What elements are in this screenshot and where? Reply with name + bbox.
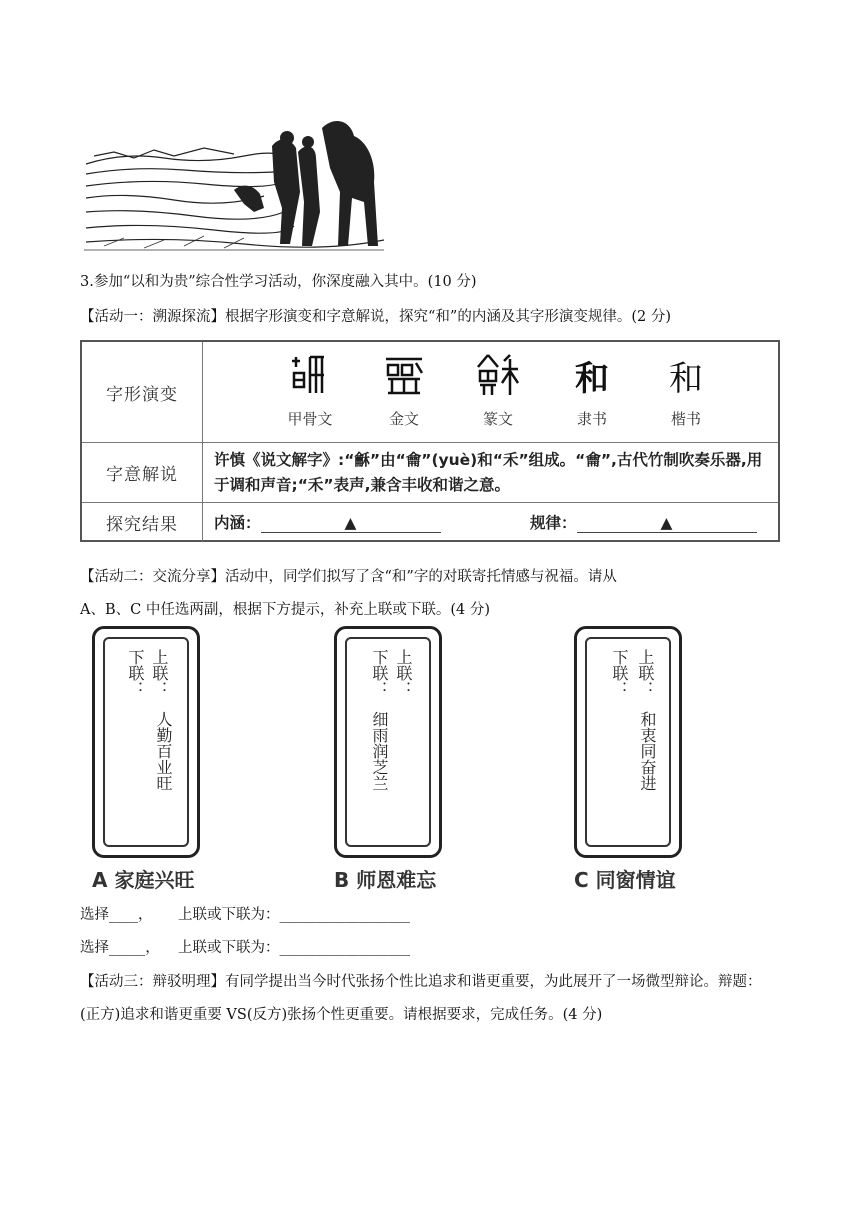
couplet-card-b [334,626,442,858]
question-3-title: 3.参加“以和为贵”综合性学习活动，你深度融入其中。(10 分) [80,274,477,290]
table-row-meaning [82,442,778,503]
script-oracle-bone [270,352,350,429]
activity-2-prompt-line-1: 【活动二：交流分享】活动中，同学们拟写了含“和”字的对联寄托情感与祝福。请从 [80,569,617,585]
answer-choice-1[interactable]: 选择____， [80,907,153,923]
couplet-text: 和衷同奋进 [638,711,657,791]
bronze-glyph-icon [384,353,424,397]
answer-couplet-2[interactable]: 上联或下联为：__________________ [178,940,410,956]
meaning-text: 许慎《说文解字》:“龢”由“龠”(yuè)和“禾”组成。“龠”,古代竹制吹奏乐器,用于调和声音;“禾”表声,兼含丰收和谐之意。 [214,451,763,494]
connotation-field[interactable] [214,511,441,533]
character-evolution-table [80,340,780,542]
upper-couplet-text [153,711,173,791]
couplet-text: 细雨润芝兰 [370,711,389,791]
row-header: 字意解说 [82,442,203,502]
table-row-evolution [82,342,778,443]
landscape-illustration [84,112,384,254]
row-header: 探究结果 [82,502,203,542]
couplet-caption-a: A 家庭兴旺 [92,868,195,892]
label-text: 上联： [150,649,169,697]
rule-field[interactable] [530,511,757,533]
answer-choice-2[interactable]: 选择_____， [80,940,160,956]
table-row-result [82,502,778,542]
rule-blank[interactable]: ▲ [577,514,757,533]
activity-2-prompt-line-2: A、B、C 中任选两副，根据下方提示，补充上联或下联。(4 分) [80,602,490,618]
script-label: 篆文 [482,410,513,428]
couplet-caption-b: B 师恩难忘 [334,868,437,892]
activity-3-prompt-line-2: (正方)追求和谐更重要 VS(反方)张扬个性更重要。请根据要求，完成任务。(4 分) [80,1007,603,1023]
script-bronze [364,352,444,429]
upper-couplet-label [393,649,413,697]
lower-couplet-label [125,649,145,697]
script-regular [646,352,726,429]
connotation-label: 内涵： [214,514,261,532]
lower-couplet-label [369,649,389,697]
connotation-blank[interactable]: ▲ [261,514,441,533]
clerical-char: 和 [575,358,609,399]
script-label: 甲骨文 [287,410,333,428]
upper-couplet-label [149,649,169,697]
label-text: 上联： [636,649,655,697]
script-seal [458,352,538,429]
upper-couplet-label [635,649,655,697]
script-label: 金文 [388,410,419,428]
label-text: 下联： [610,649,629,697]
upper-couplet-text [637,711,657,791]
script-label: 楷书 [670,410,701,428]
label-text: 上联： [394,649,413,697]
lower-couplet-label [609,649,629,697]
script-clerical [552,352,632,429]
couplet-card-c [574,626,682,858]
label-text: 下联： [370,649,389,697]
lower-couplet-text [369,711,389,791]
rule-label: 规律： [530,514,577,532]
answer-couplet-1[interactable]: 上联或下联为：__________________ [178,907,410,923]
script-label: 隶书 [576,410,607,428]
seal-glyph-icon [476,353,520,397]
row-header: 字形演变 [82,342,203,442]
label-text: 下联： [126,649,145,697]
regular-char: 和 [669,358,703,399]
couplet-text: 人勤百业旺 [154,711,173,791]
oracle-bone-glyph-icon [290,353,330,397]
activity-1-prompt: 【活动一：溯源探流】根据字形演变和字意解说，探究“和”的内涵及其字形演变规律。(2 分) [80,309,671,325]
activity-3-prompt-line-1: 【活动三：辩驳明理】有同学提出当今时代张扬个性比追求和谐更重要，为此展开了一场微型辩论。辩题： [80,974,762,990]
couplet-card-a [92,626,200,858]
couplet-caption-c: C 同窗情谊 [574,868,676,892]
